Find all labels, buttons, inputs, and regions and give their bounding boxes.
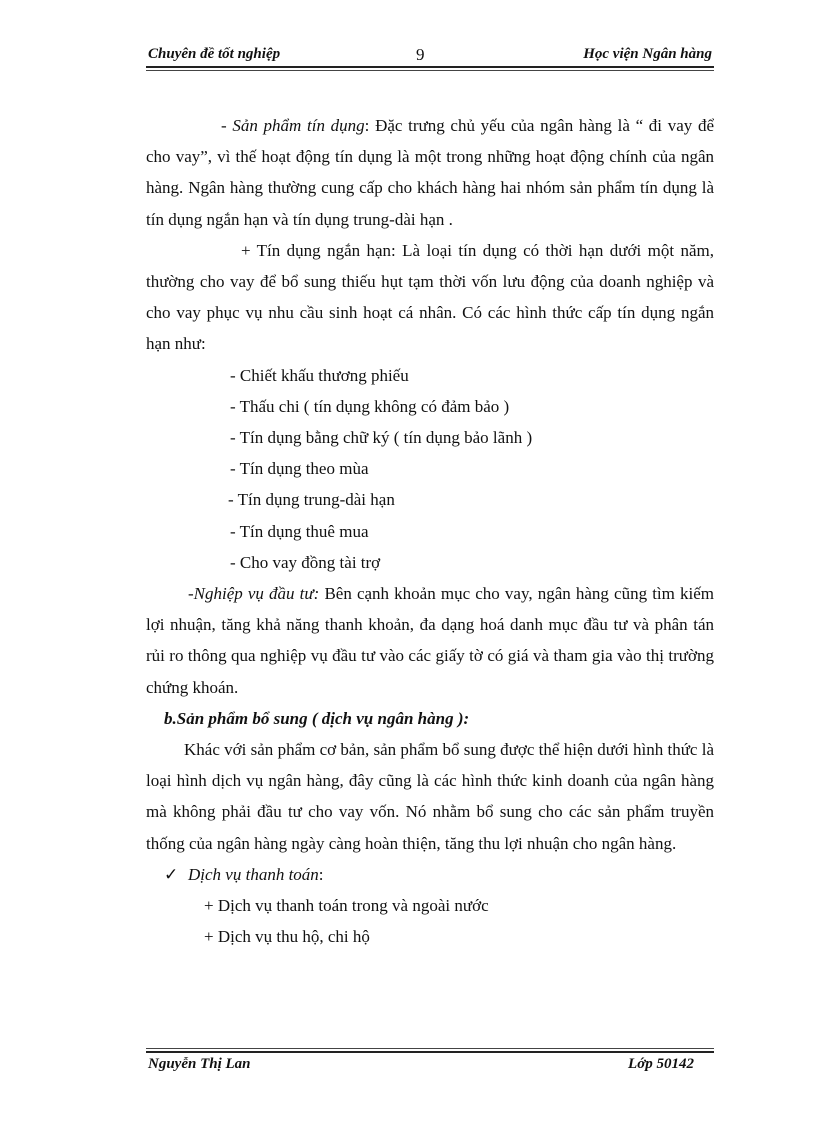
list-item: - Chiết khấu thương phiếu xyxy=(230,365,409,385)
checklist-item xyxy=(146,859,714,890)
list-item: - Tín dụng thuê mua xyxy=(230,521,369,541)
page-footer xyxy=(146,1056,714,1078)
header-institution: Học viện Ngân hàng xyxy=(583,46,712,62)
credit-products-text: : Đặc trưng chủ yếu của ngân hàng là “ đi vay để cho vay”, vì thế hoạt động tín dụng là một trong những hoạt động chính của ngân hàng. Ngân hàng thường cung cấp cho khách hàng hai nhóm sản phẩm tín dụng là tín dụng ngắn hạn và tín dụng trung-dài hạn . xyxy=(146,116,714,229)
list-item: - Cho vay đồng tài trợ xyxy=(230,552,381,572)
footer-class: Lớp 50142 xyxy=(628,1056,694,1072)
investment-text: Bên cạnh khoản mục cho vay, ngân hàng cũng tìm kiếm lợi nhuận, tăng khả năng thanh khoản, đa dạng hoá danh mục đầu tư và phân tán rủi ro thông qua nghiệp vụ đầu tư vào các giấy tờ có giá và tham gia vào thị trường chứng khoán. xyxy=(146,584,714,697)
sub-list-item: + Dịch vụ thu hộ, chi hộ xyxy=(204,927,370,947)
paragraph-supplementary-products: Khác với sản phẩm cơ bản, sản phẩm bổ sung được thể hiện dưới hình thức là loại hình dịch vụ ngân hàng, đây cũng là các hình thức kinh doanh của ngân hàng mà không phải đầu tư cho vay vốn. Nó nhằm bổ sung cho các sản phẩm truyền thống của ngân hàng ngày càng hoàn thiện, tăng thu lợi nhuận cho ngân hàng. xyxy=(146,740,714,853)
checkmark-icon: ✓ xyxy=(164,864,179,884)
page-content xyxy=(146,110,714,952)
list-item: - Tín dụng theo mùa xyxy=(230,459,369,479)
list-item: - Thấu chi ( tín dụng không có đảm bảo ) xyxy=(230,396,510,416)
header-rule-thin xyxy=(146,70,714,71)
paragraph-credit-products: - Sản phẩm tín dụng: Đặc trưng chủ yếu của ngân hàng là “ đi vay để cho vay”, vì thế hoạt động tín dụng là một trong những hoạt động chính của ngân hàng. Ngân hàng thường cung cấp cho khách hàng hai nhóm sản phẩm tín dụng là tín dụng ngắn hạn và tín dụng trung-dài hạn . xyxy=(146,116,714,229)
list-item: - Tín dụng trung-dài hạn xyxy=(228,490,395,510)
header-rule xyxy=(146,66,714,68)
paragraph-short-term-credit: + Tín dụng ngắn hạn: Là loại tín dụng có thời hạn dưới một năm, thường cho vay để bổ sung thiếu hụt tạm thời vốn lưu động của doanh nghiệp và cho vay phục vụ nhu cầu sinh hoạt cá nhân. Có các hình thức cấp tín dụng ngắn hạn như: xyxy=(146,240,714,354)
header-title: Chuyên đề tốt nghiệp xyxy=(148,46,281,62)
list-item: - Tín dụng bằng chữ ký ( tín dụng bảo lãnh ) xyxy=(230,428,533,448)
section-heading-b: b.Sản phẩm bổ sung ( dịch vụ ngân hàng ): xyxy=(164,708,470,728)
payment-services-colon: : xyxy=(318,864,324,884)
credit-products-label: Sản phẩm tín dụng xyxy=(232,116,365,135)
investment-label: -Nghiệp vụ đầu tư: xyxy=(188,584,320,604)
sub-list-item: + Dịch vụ thanh toán trong và ngoài nước xyxy=(204,896,489,916)
footer-author: Nguyễn Thị Lan xyxy=(148,1056,251,1072)
page-number: 9 xyxy=(416,45,425,64)
footer-rule-thin xyxy=(146,1048,714,1049)
payment-services-label: Dịch vụ thanh toán xyxy=(188,864,319,884)
page-header xyxy=(146,46,714,68)
footer-rule xyxy=(146,1051,714,1053)
paragraph-investment xyxy=(146,578,714,703)
